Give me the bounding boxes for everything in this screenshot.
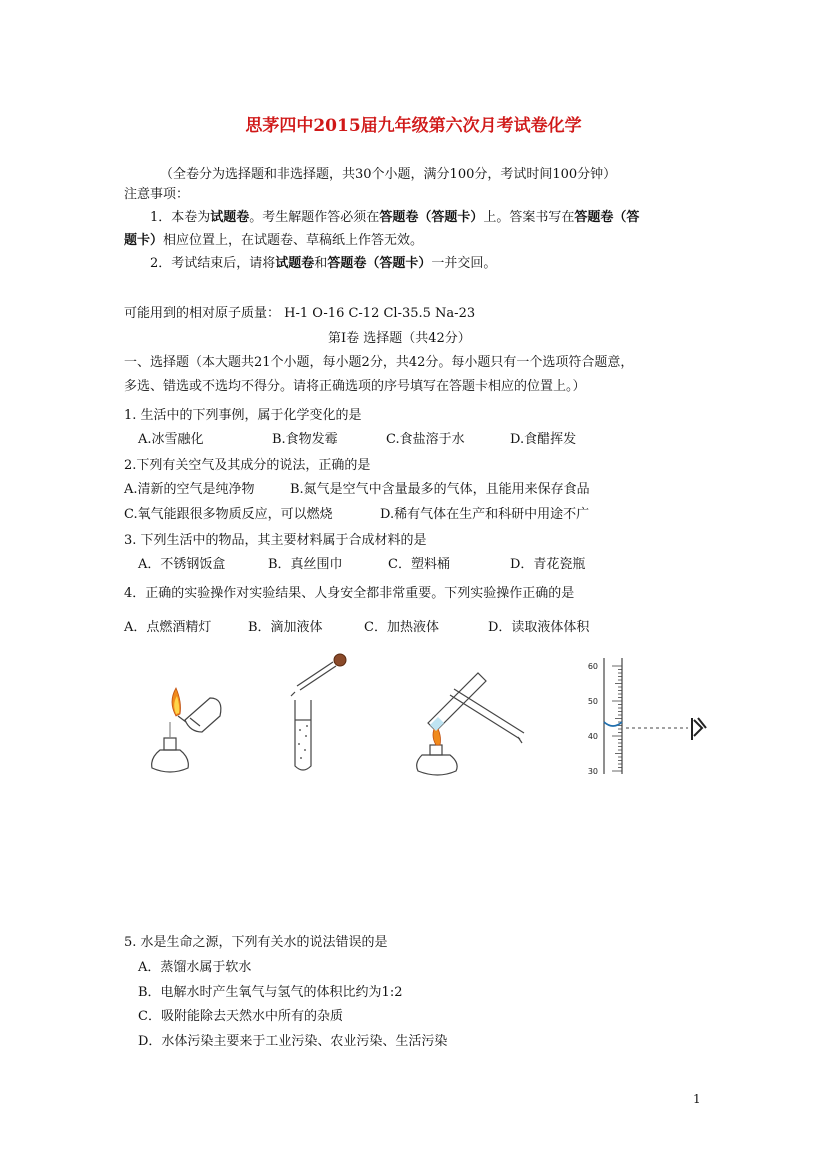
question-5-option-c: C．吸附能除去天然水中所有的杂质 bbox=[138, 1009, 343, 1024]
question-3-stem: 3. 下列生活中的物品，其主要材料属于合成材料的是 bbox=[124, 533, 427, 548]
cylinder-label-50: 50 bbox=[587, 697, 598, 706]
notice-item-2: 2．考试结束后，请将试题卷和答题卷（答题卡）一并交回。 bbox=[150, 256, 497, 271]
cylinder-label-30: 30 bbox=[587, 767, 598, 776]
atomic-masses: 可能用到的相对原子质量： H-1 O-16 C-12 Cl-35.5 Na-23 bbox=[124, 306, 476, 321]
part1-instructions-cont: 多选、错选或不选均不得分。请将正确选项的序号填写在答题卡相应的位置上。） bbox=[124, 379, 586, 394]
question-4-option-c: C．加热液体 bbox=[364, 620, 439, 635]
question-2-option-d: D.稀有气体在生产和科研中用途不广 bbox=[380, 507, 590, 522]
figure-dropping-liquid bbox=[285, 650, 360, 775]
question-2-stem: 2.下列有关空气及其成分的说法，正确的是 bbox=[124, 458, 371, 473]
question-3-option-c: C．塑料桶 bbox=[388, 557, 450, 572]
question-4-option-a: A．点燃酒精灯 bbox=[124, 620, 212, 635]
question-4-stem: 4．正确的实验操作对实验结果、人身安全都非常重要。下列实验操作正确的是 bbox=[124, 586, 575, 601]
question-4-option-b: B．滴加液体 bbox=[248, 620, 323, 635]
figure-lighting-alcohol-lamp bbox=[140, 680, 230, 780]
question-3-option-a: A．不锈钢饭盒 bbox=[138, 557, 226, 572]
question-5-option-b: B．电解水时产生氧气与氢气的体积比约为1:2 bbox=[138, 985, 403, 1000]
section-title: 第Ⅰ卷 选择题（共42分） bbox=[328, 331, 471, 346]
exam-intro: （全卷分为选择题和非选择题，共30个小题，满分100分，考试时间100分钟） bbox=[160, 167, 617, 182]
question-2-option-a: A.清新的空气是纯净物 bbox=[124, 482, 255, 497]
question-5-option-d: D．水体污染主要来于工业污染、农业污染、生活污染 bbox=[138, 1034, 448, 1049]
page-number: 1 bbox=[693, 1092, 701, 1106]
question-1-option-d: D.食醋挥发 bbox=[510, 432, 577, 447]
question-2-option-c: C.氧气能跟很多物质反应，可以燃烧 bbox=[124, 507, 333, 522]
notice-heading: 注意事项： bbox=[124, 187, 190, 202]
figure-reading-cylinder bbox=[588, 656, 718, 781]
notice-item-1-cont: 题卡）相应位置上，在试题卷、草稿纸上作答无效。 bbox=[124, 233, 424, 248]
question-4-option-d: D．读取液体体积 bbox=[488, 620, 590, 635]
question-1-option-c: C.食盐溶于水 bbox=[386, 432, 465, 447]
question-1-stem: 1. 生活中的下列事例，属于化学变化的是 bbox=[124, 408, 362, 423]
cylinder-label-40: 40 bbox=[587, 732, 598, 741]
question-1-option-a: A.冰雪融化 bbox=[138, 432, 204, 447]
cylinder-label-60: 60 bbox=[587, 662, 598, 671]
question-3-option-b: B．真丝围巾 bbox=[268, 557, 343, 572]
figure-heating-liquid bbox=[410, 665, 535, 780]
question-3-option-d: D．青花瓷瓶 bbox=[510, 557, 586, 572]
part1-instructions: 一、选择题（本大题共21个小题，每小题2分，共42分。每小题只有一个选项符合题意， bbox=[124, 355, 634, 370]
question-5-option-a: A．蒸馏水属于软水 bbox=[138, 960, 252, 975]
question-1-option-b: B.食物发霉 bbox=[272, 432, 338, 447]
notice-item-1: 1．本卷为试题卷。考生解题作答必须在答题卷（答题卡）上。答案书写在答题卷（答 bbox=[150, 210, 640, 225]
question-5-stem: 5. 水是生命之源，下列有关水的说法错误的是 bbox=[124, 935, 388, 950]
question-2-option-b: B.氮气是空气中含量最多的气体，且能用来保存食品 bbox=[290, 482, 590, 497]
eye-icon bbox=[692, 718, 706, 740]
exam-title: 思茅四中2015届九年级第六次月考试卷化学 bbox=[245, 116, 582, 136]
